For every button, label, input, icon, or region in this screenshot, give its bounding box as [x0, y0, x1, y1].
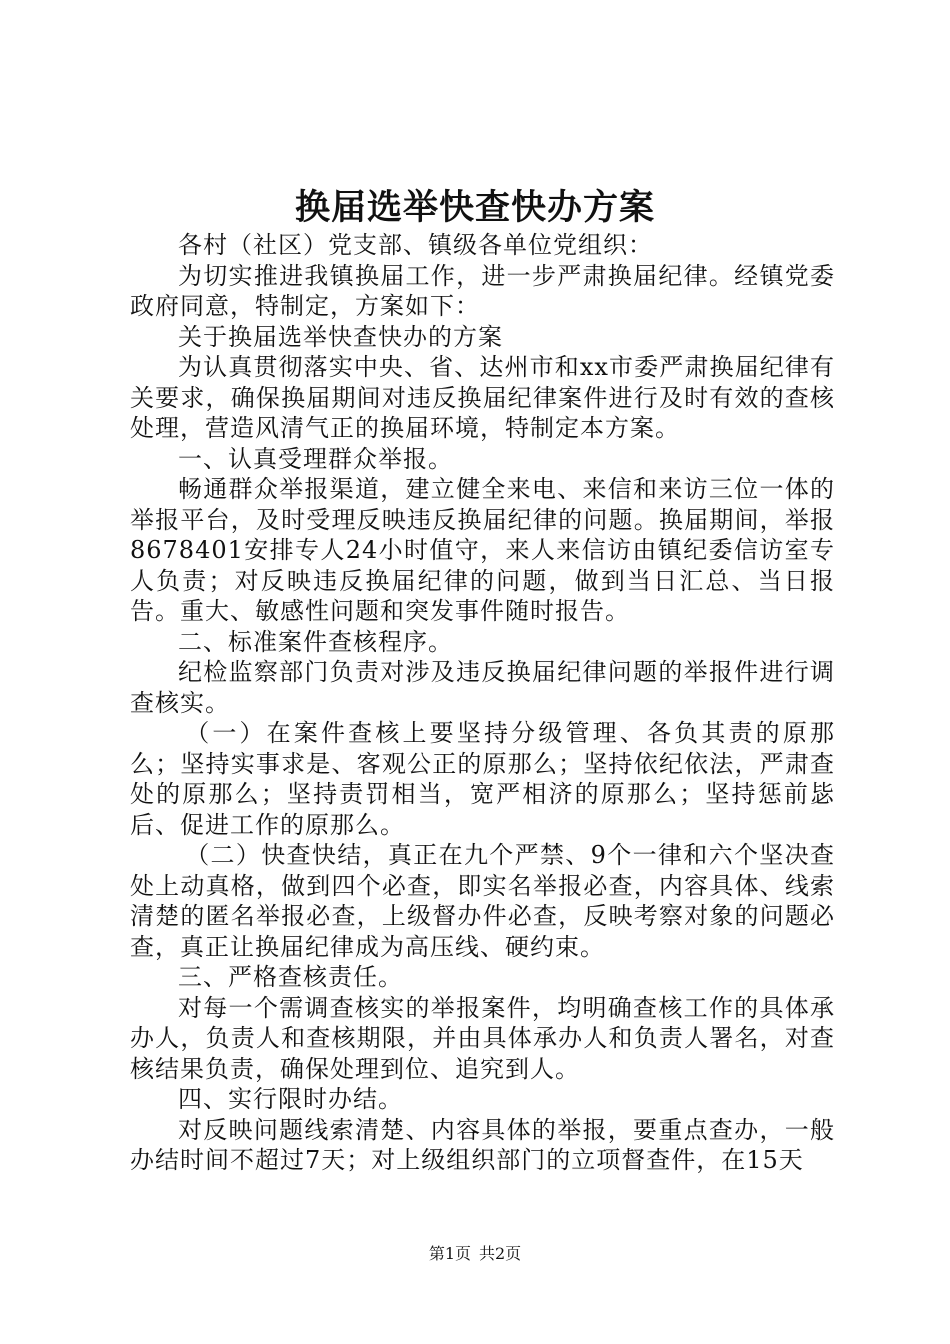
body-paragraph: 对反映问题线索清楚、内容具体的举报，要重点查办，一般办结时间不超过7天；对上级组织部门的立项督查件，在15天 [130, 1115, 835, 1174]
section-heading: 三、严格查核责任。 [178, 963, 403, 991]
body-paragraph: 对每一个需调查核实的举报案件，均明确查核工作的具体承办人，负责人和查核期限，并由具体承办人和负责人署名，对查核结果负责，确保处理到位、追究到人。 [130, 993, 835, 1083]
body-paragraph: （二）快查快结，真正在九个严禁、9个一律和六个坚决查处上动真格，做到四个必查，即实名举报必查，内容具体、线索清楚的匿名举报必查，上级督办件必查，反映考察对象的问题必查，真正让换届纪律成为高压线、硬约束。 [130, 841, 835, 961]
salutation-paragraph: 各村（社区）党支部、镇级各单位党组织： [178, 231, 653, 259]
body-paragraph: （一）在案件查核上要坚持分级管理、各负其责的原那么；坚持实事求是、客观公正的原那么；坚持依纪依法，严肃查处的原那么；坚持责罚相当，宽严相济的原那么；坚持惩前毖后、促进工作的原那么。 [130, 719, 835, 839]
page-footer [0, 1244, 950, 1264]
section-heading: 一、认真受理群众举报。 [178, 444, 453, 473]
body-paragraph: 为认真贯彻落实中央、省、达州市和xx市委严肃换届纪律有关要求，确保换届期间对违反换届纪律案件进行及时有效的查核处理，营造风清气正的换届环境，特制定本方案。 [130, 353, 835, 442]
document-body [130, 230, 860, 1176]
section-heading: 二、标准案件查核程序。 [178, 627, 453, 656]
document-title: 换届选举快查快办方案 [294, 187, 655, 228]
body-paragraph: 畅通群众举报渠道，建立健全来电、来信和来访三位一体的举报平台，及时受理反映违反换届纪律的问题。换届期间，举报 8678401安排专人24小时值守，来人来信访由镇纪委信访室专人负责；对反映违反换届纪律的问题，做到当日汇总、当日报告。重大、敏感性问题和突发事件随时报告。 [130, 475, 860, 625]
page-number: 第1页 [428, 1244, 471, 1263]
body-paragraph: 纪检监察部门负责对涉及违反换届纪律问题的举报件进行调查核实。 [130, 658, 835, 717]
section-heading: 四、实行限时办结。 [178, 1085, 403, 1113]
body-paragraph: 为切实推进我镇换届工作，进一步严肃换届纪律。经镇党委政府同意，特制定，方案如下： [130, 261, 835, 320]
page-total: 共2页 [479, 1244, 522, 1263]
section-heading: 关于换届选举快查快办的方案 [178, 322, 503, 351]
